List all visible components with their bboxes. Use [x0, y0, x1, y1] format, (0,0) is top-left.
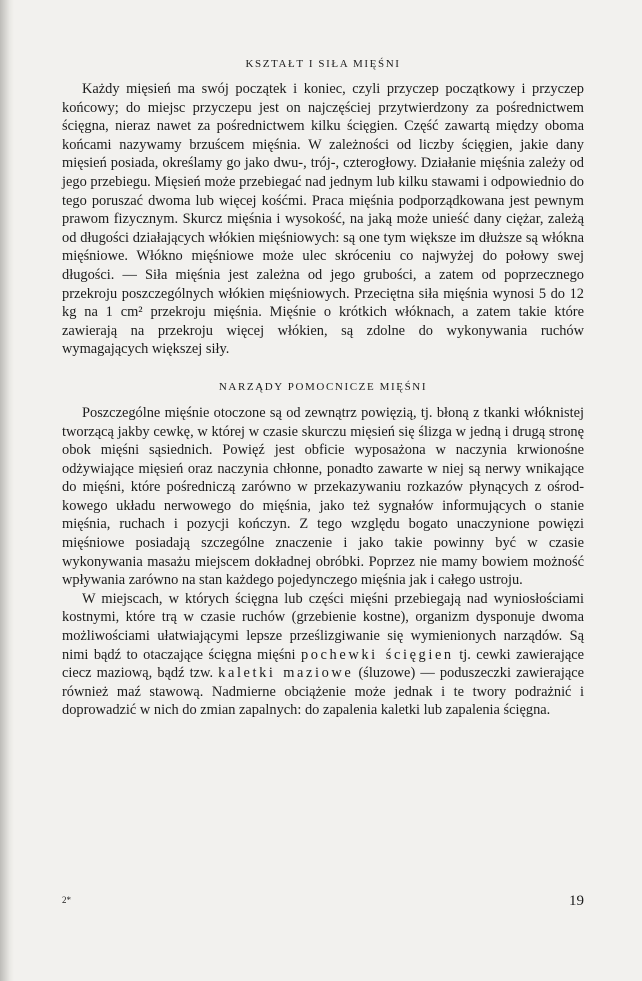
page-content	[62, 58, 584, 720]
paragraph-fascia: Poszczególne mięśnie otoczone są od zewnątrz powięzią, tj. błoną z tkanki włóknistej tworzącą jakby cewkę, w której w czasie skurczu mięsień się ślizga w jedną i drugą stronę obok mięśni sąsiednich. Powięź jest obficie wyposażona w naczynia krwionośne odżywiające mięsień oraz naczynia chłonne, ponadto zawarte w niej są nerwy wnikające do mięśni, które pośredniczą zarówno w przekazywaniu rozkazów płynących z ośrodkowego układu nerwowego do mięśnia, jako też sygnałów informujących o stanie mięśnia, ruchach i pozycji kończyn. Z tego względu bogato unaczynione powięzi mięśniowe posiadają szczególne znaczenie i jako takie powinny być w czasie wykonywania masażu miejscem dokładnej obróbki. Poprzez nie mamy bowiem możność wpływania zarówno na stan każdego pojedynczego mięśnia jak i całego ustroju.	[62, 404, 584, 589]
paragraph-shape-and-strength: Każdy mięsień ma swój początek i koniec, czyli przyczep początkowy i przyczep końcowy; do miejsc przyczepu jest on najczęściej przytwierdzony za pośrednictwem ścięgna, nieraz nawet za pośrednictwem kilku ścięgien. Część zawartą między oboma końcami nazywamy brzuścem mięśnia. W zależności od liczby ścięgien, jakie dany mięsień posiada, określamy go jako dwu-, trój-, czterogłowy. Działanie mięśnia zależy od jego przebiegu. Mięsień może przebiegać nad jednym lub kilku stawami i odpowiednio do tego poruszać dwoma lub więcej kośćmi. Praca mięśnia podporządkowana jest pewnym prawom fizycznym. Skurcz mięśnia i wysokość, na jaką może unieść dany ciężar, zależą od długości działających włókien mięśniowych: są one tym większe im dłuższe są włókna mięśniowe. Włókno mięśniowe może ulec skróceniu co najwyżej do połowy swej długości. — Siła mięśnia jest zależna od jego grubości, a zatem od poprzecznego przekroju poszczególnych włókien mięśniowych. Przeciętna siła mięśnia wynosi 5 do 12 kg na 1 cm² przekroju mięśnia. Mięśnie o krótkich włóknach, a zatem takie które zawierają na przekroju więcej włókien, są zdolne do wykonywania ruchów wymagających większej siły.	[62, 81, 584, 358]
page-edge-shadow	[0, 0, 14, 981]
text-run: tj. cewki zawierające ciecz maziową, bądź tzw.	[62, 646, 584, 682]
paragraph-sheaths-and-bursae	[62, 590, 584, 720]
term-synovial-bursae: kaletki maziowe	[218, 665, 354, 682]
signature-mark: 2*	[62, 895, 71, 905]
text-run: (śluzowe) — poduszeczki zawierające również maź stawową. Nadmierne obciążenie może jednak i te twory podrażnić i doprowadzić w nich do zmian zapalnych: do zapalenia kaletki lub zapalenia ścięgna.	[62, 665, 584, 719]
term-tendon-sheaths: pochewki ścięgien	[300, 646, 454, 663]
section-title-auxiliary-organs: NARZĄDY POMOCNICZE MIĘŚNI	[218, 380, 428, 393]
page-number: 19	[569, 893, 584, 909]
text-run: W miejscach, w których ścięgna lub części mięśni przebiegają nad wyniosłościami kostnymi, które trą w czasie ruchów (grzebienie kostne), organizm dysponuje dwoma możliwościami ułatwiającymi lepsze prześlizgiwanie się wymienionych narządów. Są nimi bądź to otaczające ścięgna mięśni	[62, 590, 584, 663]
section-title-shape-and-strength: KSZTAŁT I SIŁA MIĘŚNI	[245, 58, 401, 70]
